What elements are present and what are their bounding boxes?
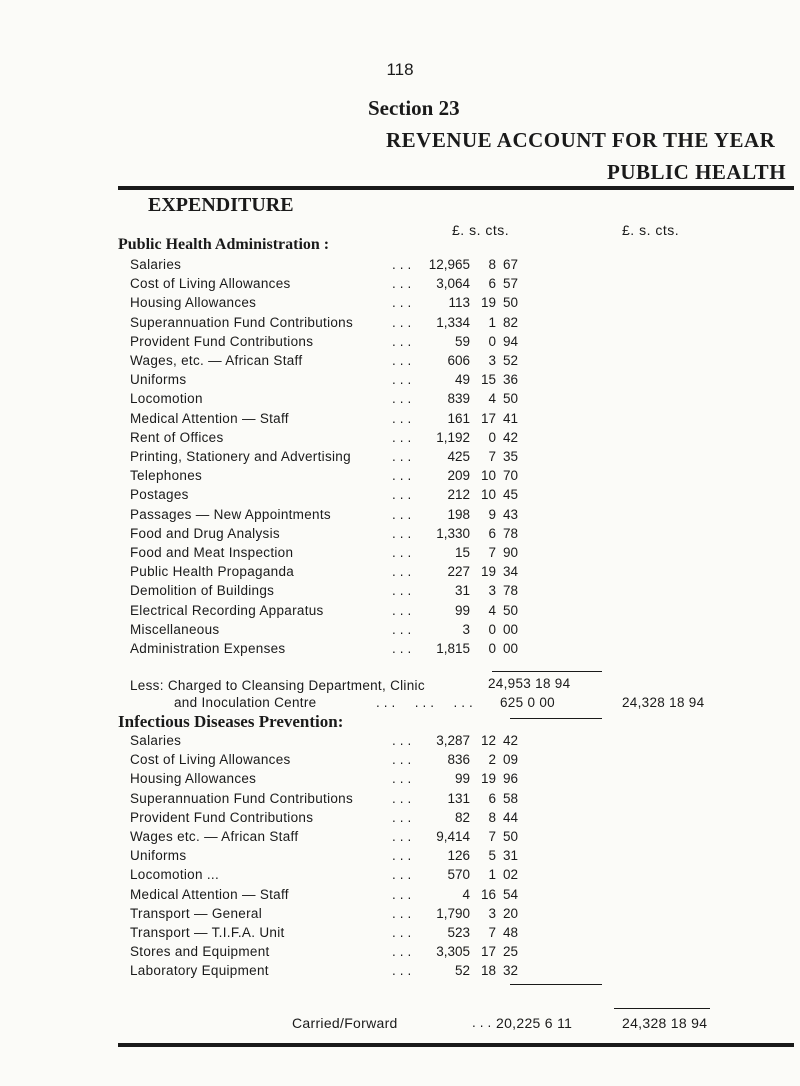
table-row: [0, 791, 800, 809]
expenditure-heading: EXPENDITURE: [148, 194, 294, 216]
carried-forward-label: Carried/Forward: [292, 1015, 398, 1031]
item-cents: 31: [502, 848, 518, 864]
leader-dots: ...: [392, 545, 416, 560]
item-pounds: 425: [447, 449, 470, 464]
leader-dots: ...: [392, 410, 416, 426]
page-title: REVENUE ACCOUNT FOR THE YEAR: [386, 128, 776, 152]
leader-dots: ...: [392, 944, 416, 960]
table-row: [0, 507, 800, 525]
table-row: [0, 887, 800, 905]
item-cents: 42: [502, 733, 518, 748]
leader-dots: ...: [392, 468, 416, 484]
item-label: Provident Fund Contributions: [130, 333, 314, 349]
item-pounds: 1,334: [436, 314, 470, 330]
item-shillings: 0: [488, 621, 496, 637]
item-pounds: 1,790: [436, 905, 470, 921]
leader-dots: ...: [392, 449, 416, 464]
item-label: Housing Allowances: [130, 295, 257, 311]
bottom-rule: [118, 1043, 794, 1047]
item-pounds: 12,965: [428, 257, 470, 272]
item-cents: 09: [502, 752, 518, 768]
column-header-totals: £. s. cts.: [622, 222, 680, 238]
leader-dots: ...: [392, 506, 416, 522]
item-cents: 42: [502, 429, 518, 445]
item-cents: 48: [502, 925, 518, 940]
item-label: Food and Meat Inspection: [130, 545, 294, 560]
leader-dots: ...: [392, 583, 416, 599]
leader-dots: ... ... ...: [376, 695, 477, 710]
item-pounds: 161: [447, 410, 470, 426]
page-subtitle: PUBLIC HEALTH: [607, 160, 787, 184]
item-label: Stores and Equipment: [130, 944, 270, 960]
item-shillings: 19: [480, 771, 496, 787]
item-cents: 58: [502, 790, 518, 806]
item-pounds: 4: [462, 886, 470, 902]
item-pounds: 9,414: [436, 829, 470, 844]
item-pounds: 523: [447, 925, 470, 940]
item-pounds: 131: [447, 790, 470, 806]
table-row: [0, 526, 800, 544]
item-shillings: 0: [488, 641, 496, 656]
item-label: Locomotion: [130, 391, 203, 407]
table-row: [0, 622, 800, 640]
item-shillings: 6: [488, 276, 496, 292]
table-row: [0, 963, 800, 981]
item-shillings: 15: [480, 372, 496, 388]
item-cents: 36: [502, 372, 518, 388]
leader-dots: ...: [392, 333, 416, 349]
item-cents: 25: [502, 944, 518, 960]
item-label: Public Health Propaganda: [130, 564, 295, 580]
item-shillings: 10: [480, 468, 496, 484]
item-label: Wages etc. — African Staff: [130, 829, 299, 844]
item-shillings: 19: [480, 564, 496, 580]
item-cents: 70: [502, 468, 518, 484]
item-shillings: 16: [480, 886, 496, 902]
leader-dots: ...: [392, 848, 416, 864]
less-line-2: and Inoculation Centre: [174, 695, 317, 710]
item-label: Transport — T.I.F.A. Unit: [130, 925, 285, 940]
table-row: [0, 468, 800, 486]
item-label: Locomotion ...: [130, 867, 219, 883]
item-cents: 35: [502, 449, 518, 464]
item-shillings: 4: [488, 602, 496, 618]
leader-dots: ...: [392, 353, 416, 368]
item-shillings: 8: [488, 257, 496, 272]
item-shillings: 2: [488, 752, 496, 768]
item-shillings: 3: [488, 583, 496, 599]
item-cents: 57: [502, 276, 518, 292]
item-shillings: 6: [488, 525, 496, 541]
section-title-infectious-diseases: Infectious Diseases Prevention:: [118, 712, 344, 731]
item-label: Telephones: [130, 468, 203, 484]
item-cents: 43: [502, 506, 518, 522]
top-rule: [118, 186, 794, 190]
item-shillings: 0: [488, 333, 496, 349]
item-pounds: 1,192: [436, 429, 470, 445]
table-row: [0, 752, 800, 770]
net-rule: [510, 718, 602, 719]
leader-dots: ...: [392, 602, 416, 618]
section-title-public-health-admin: Public Health Administration :: [118, 236, 330, 253]
item-shillings: 4: [488, 391, 496, 407]
table-row: [0, 641, 800, 659]
leader-dots: ...: [392, 867, 416, 883]
item-cents: 34: [502, 564, 518, 580]
table-row: [0, 848, 800, 866]
table-row: [0, 276, 800, 294]
item-pounds: 113: [448, 295, 470, 311]
item-shillings: 17: [480, 944, 496, 960]
item-cents: 50: [502, 295, 518, 311]
table-row: [0, 583, 800, 601]
item-cents: 44: [502, 809, 518, 825]
table-row: [0, 564, 800, 582]
item-label: Housing Allowances: [130, 771, 257, 787]
item-cents: 20: [502, 905, 518, 921]
item-shillings: 1: [488, 314, 496, 330]
leader-dots: ...: [392, 829, 416, 844]
item-label: Electrical Recording Apparatus: [130, 602, 324, 618]
item-pounds: 99: [454, 602, 470, 618]
item-label: Salaries: [130, 733, 182, 748]
item-cents: 90: [502, 545, 518, 560]
section-end-rule: [510, 984, 602, 985]
table-row: [0, 733, 800, 751]
item-shillings: 6: [488, 790, 496, 806]
table-row: [0, 810, 800, 828]
page-number: 118: [386, 60, 414, 79]
carried-forward-amount: 20,225 6 11: [496, 1015, 573, 1031]
leader-dots: ...: [392, 487, 416, 503]
table-row: [0, 545, 800, 563]
item-label: Salaries: [130, 257, 182, 272]
item-cents: 67: [502, 257, 518, 272]
carried-forward-total: 24,328 18 94: [622, 1015, 708, 1031]
section-label: Section 23: [368, 96, 460, 120]
item-label: Uniforms: [130, 848, 187, 864]
item-label: Rent of Offices: [130, 429, 224, 445]
item-cents: 45: [502, 487, 518, 503]
item-pounds: 198: [447, 506, 470, 522]
leader-dots: ...: [392, 257, 416, 272]
leader-dots: ...: [392, 771, 416, 787]
item-label: Miscellaneous: [130, 621, 220, 637]
item-pounds: 126: [447, 848, 470, 864]
leader-dots: ...: [392, 886, 416, 902]
item-shillings: 0: [488, 429, 496, 445]
table-row: [0, 391, 800, 409]
item-shillings: 3: [488, 353, 496, 368]
item-label: Passages — New Appointments: [130, 506, 331, 522]
item-pounds: 212: [447, 487, 470, 503]
item-shillings: 7: [488, 545, 496, 560]
item-shillings: 9: [488, 506, 496, 522]
leader-dots: ...: [472, 1015, 496, 1030]
leader-dots: ...: [392, 295, 416, 311]
table-row: [0, 771, 800, 789]
item-label: Transport — General: [130, 905, 262, 921]
leader-dots: ...: [392, 314, 416, 330]
item-pounds: 3,064: [436, 276, 470, 292]
item-shillings: 7: [488, 449, 496, 464]
table-row: [0, 603, 800, 621]
table-row: [0, 295, 800, 313]
item-cents: 50: [502, 391, 518, 407]
item-cents: 52: [502, 353, 518, 368]
item-pounds: 227: [447, 564, 470, 580]
item-cents: 78: [502, 525, 518, 541]
item-label: Medical Attention — Staff: [130, 410, 289, 426]
item-shillings: 1: [488, 867, 496, 883]
item-shillings: 8: [488, 809, 496, 825]
item-pounds: 82: [454, 809, 470, 825]
table-row: [0, 334, 800, 352]
item-label: Uniforms: [130, 372, 187, 388]
table-row: [0, 257, 800, 275]
leader-dots: ...: [392, 641, 416, 656]
item-label: Cost of Living Allowances: [130, 276, 291, 292]
table-row: [0, 867, 800, 885]
table-row: [0, 925, 800, 943]
item-cents: 82: [502, 314, 518, 330]
item-pounds: 570: [447, 867, 470, 883]
admin-subtotal: 24,953 18 94: [488, 676, 571, 691]
item-label: Provident Fund Contributions: [130, 809, 314, 825]
item-shillings: 5: [488, 848, 496, 864]
table-row: [0, 487, 800, 505]
leader-dots: ...: [392, 963, 416, 979]
leader-dots: ...: [392, 752, 416, 768]
item-pounds: 99: [454, 771, 470, 787]
item-shillings: 12: [480, 733, 496, 748]
item-label: Postages: [130, 487, 189, 503]
item-pounds: 1,330: [436, 525, 470, 541]
item-cents: 50: [502, 829, 518, 844]
table-row: [0, 372, 800, 390]
item-pounds: 1,815: [436, 641, 470, 656]
leader-dots: ...: [392, 905, 416, 921]
item-shillings: 17: [480, 410, 496, 426]
item-shillings: 3: [488, 905, 496, 921]
item-pounds: 15: [454, 545, 470, 560]
item-label: Laboratory Equipment: [130, 963, 269, 979]
item-pounds: 3,287: [436, 733, 470, 748]
item-cents: 41: [502, 410, 518, 426]
table-row: [0, 829, 800, 847]
item-cents: 96: [502, 771, 518, 787]
item-cents: 02: [502, 867, 518, 883]
item-cents: 78: [502, 583, 518, 599]
table-row: [0, 411, 800, 429]
leader-dots: ...: [392, 391, 416, 407]
leader-dots: ...: [392, 809, 416, 825]
item-cents: 50: [502, 602, 518, 618]
item-pounds: 52: [454, 963, 470, 979]
item-shillings: 7: [488, 925, 496, 940]
item-label: Superannuation Fund Contributions: [130, 314, 354, 330]
item-label: Food and Drug Analysis: [130, 525, 280, 541]
item-pounds: 31: [454, 583, 470, 599]
table-row: [0, 906, 800, 924]
table-row: [0, 353, 800, 371]
item-cents: 94: [502, 333, 518, 349]
column-header-items: £. s. cts.: [452, 222, 510, 238]
item-pounds: 3: [462, 621, 470, 637]
carried-rule: [614, 1008, 710, 1009]
leader-dots: ...: [392, 372, 416, 388]
item-pounds: 606: [447, 353, 470, 368]
item-shillings: 7: [488, 829, 496, 844]
item-shillings: 10: [480, 487, 496, 503]
subtotal-rule: [492, 671, 602, 672]
table-row: [0, 449, 800, 467]
item-pounds: 209: [447, 468, 470, 484]
leader-dots: ...: [392, 525, 416, 541]
leader-dots: ...: [392, 790, 416, 806]
item-label: Administration Expenses: [130, 641, 286, 656]
item-cents: 32: [502, 963, 518, 979]
leader-dots: ...: [392, 733, 416, 748]
item-pounds: 836: [447, 752, 470, 768]
item-label: Cost of Living Allowances: [130, 752, 291, 768]
item-cents: 00: [502, 621, 518, 637]
item-label: Printing, Stationery and Advertising: [130, 449, 351, 464]
item-pounds: 3,305: [436, 944, 470, 960]
less-amount: 625 0 00: [500, 695, 555, 710]
item-pounds: 49: [454, 372, 470, 388]
item-label: Wages, etc. — African Staff: [130, 353, 303, 368]
item-label: Demolition of Buildings: [130, 583, 275, 599]
table-row: [0, 315, 800, 333]
item-cents: 54: [502, 886, 518, 902]
leader-dots: ...: [392, 429, 416, 445]
item-label: Superannuation Fund Contributions: [130, 790, 354, 806]
leader-dots: ...: [392, 276, 416, 292]
item-shillings: 19: [480, 295, 496, 311]
leader-dots: ...: [392, 925, 416, 940]
item-shillings: 18: [480, 963, 496, 979]
item-pounds: 59: [454, 333, 470, 349]
admin-net-total: 24,328 18 94: [622, 695, 705, 710]
table-row: [0, 944, 800, 962]
leader-dots: ...: [392, 564, 416, 580]
item-label: Medical Attention — Staff: [130, 886, 289, 902]
item-pounds: 839: [447, 391, 470, 407]
leader-dots: ...: [392, 621, 416, 637]
less-line-1: Less: Charged to Cleansing Department, Clinic: [130, 678, 425, 693]
item-cents: 00: [502, 641, 518, 656]
table-row: [0, 430, 800, 448]
